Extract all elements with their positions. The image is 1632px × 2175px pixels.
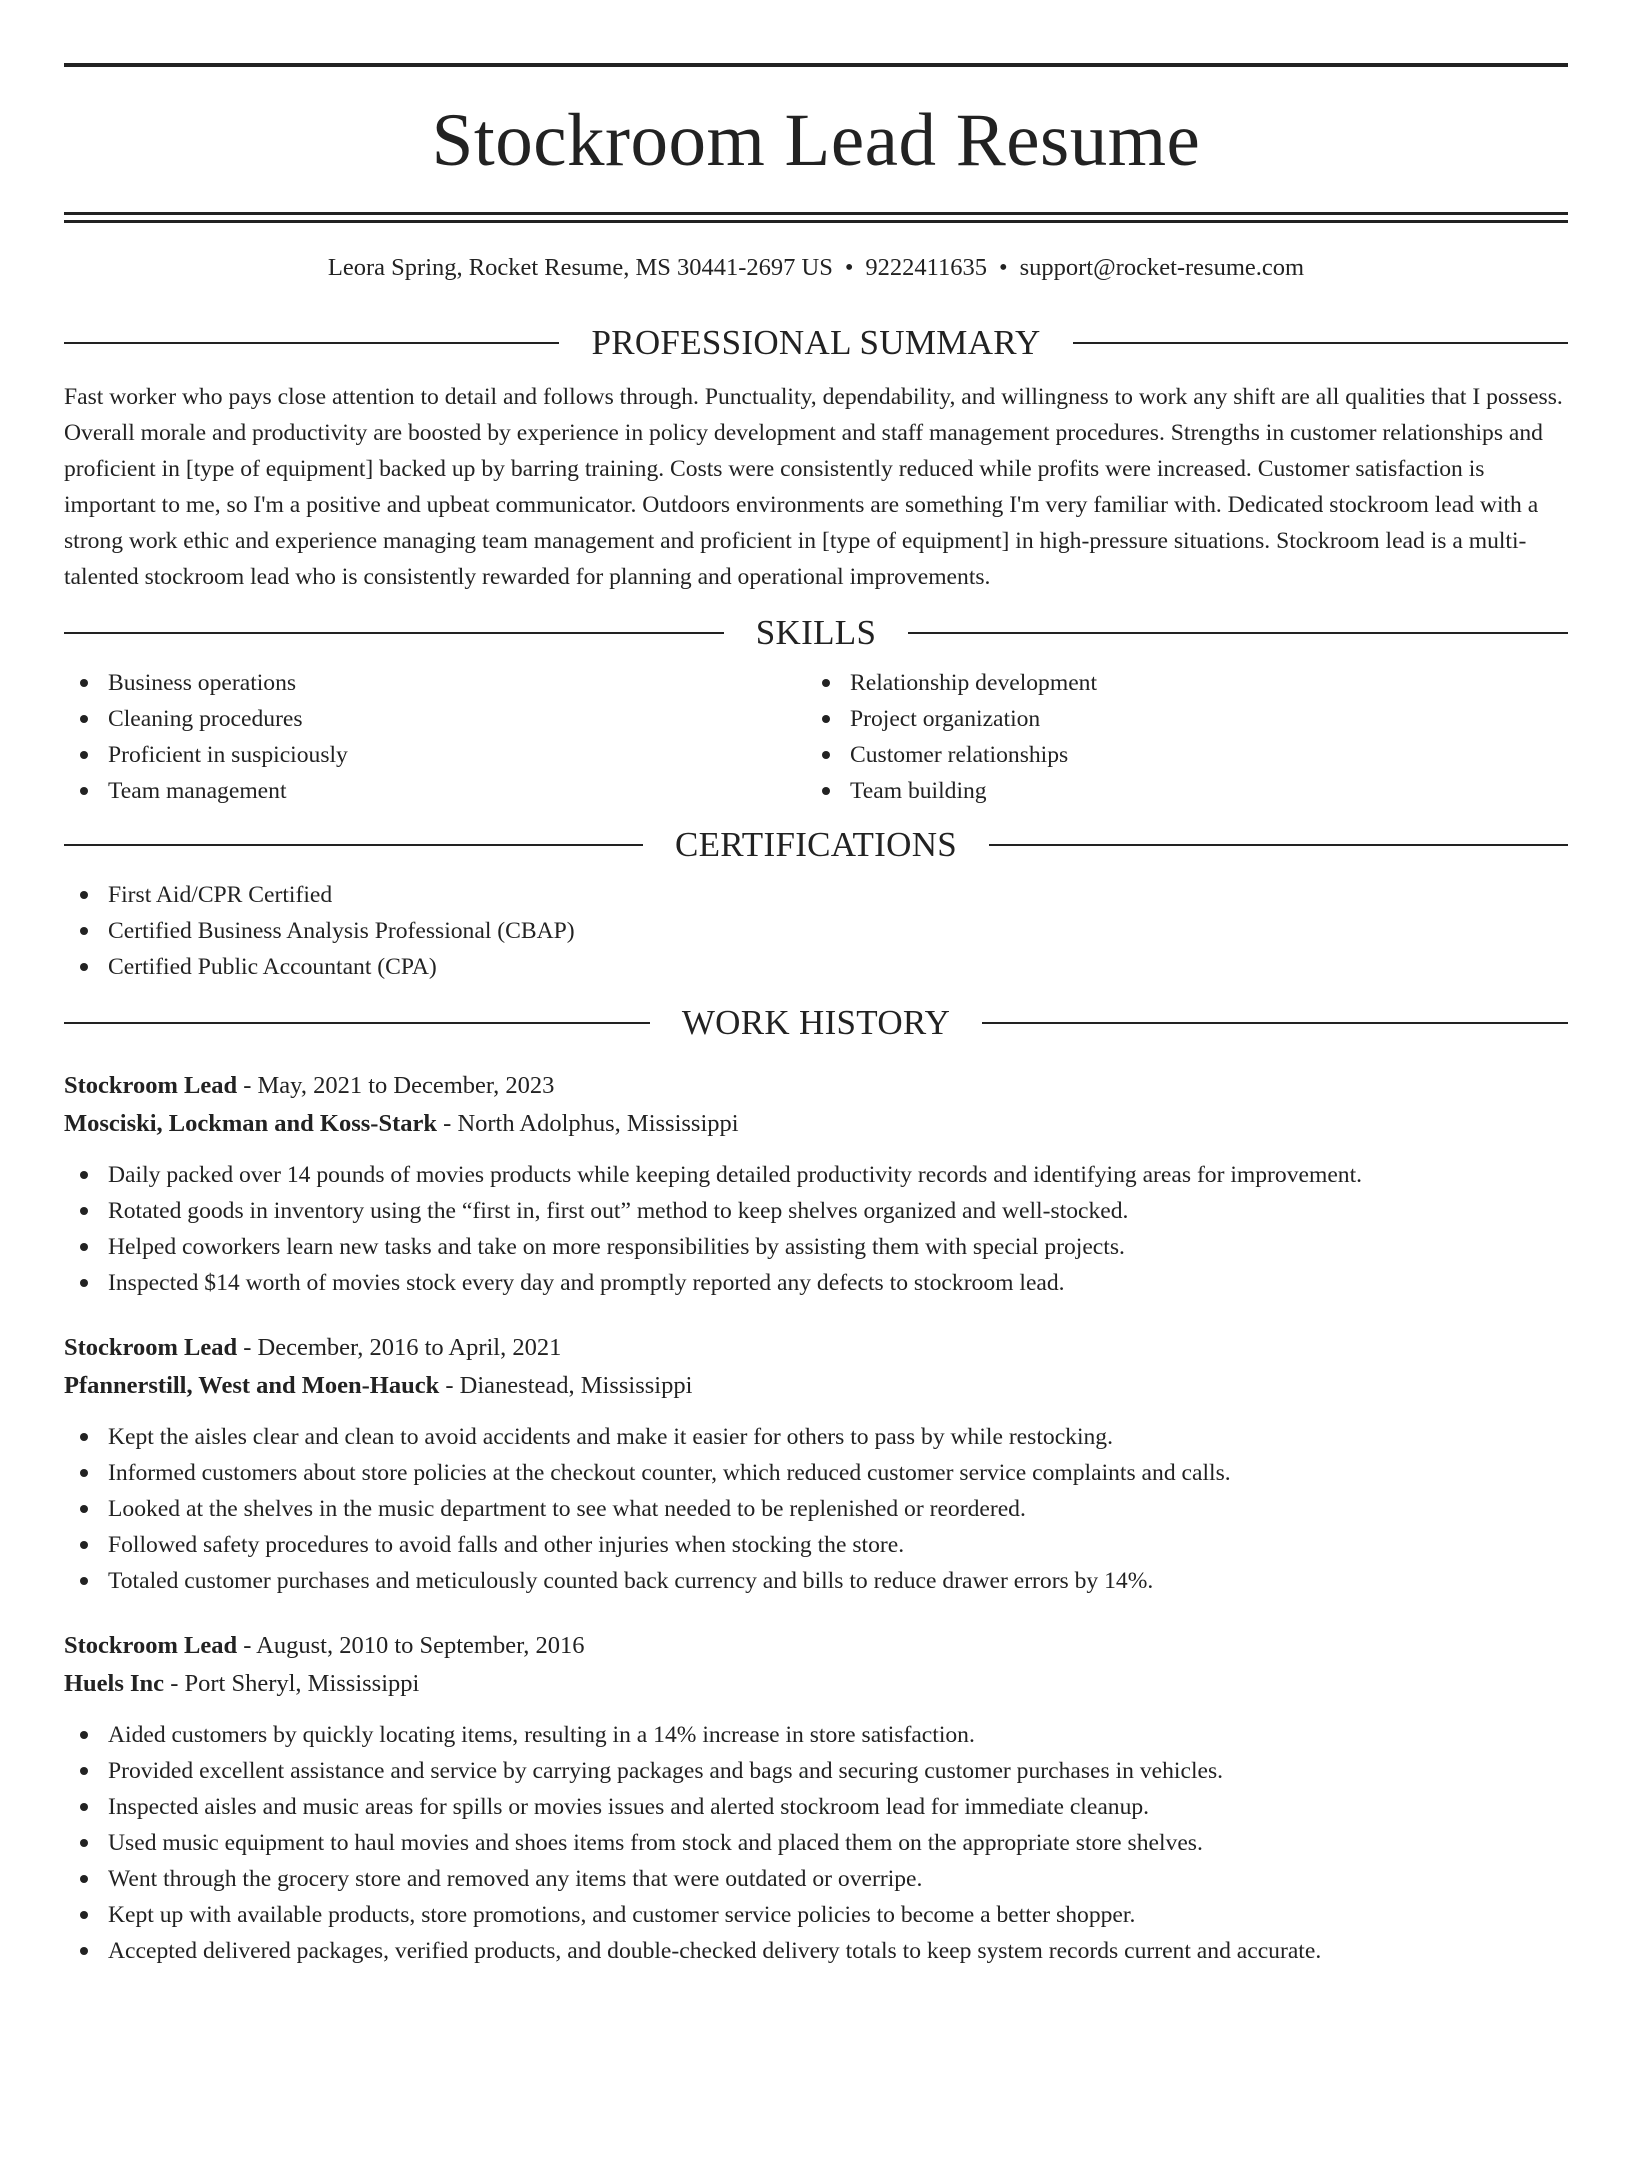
bullet-dot [80,751,88,759]
bullet-dot [822,751,830,759]
job-bullet: Kept up with available products, store promotions, and customer service policies to become a better shopper. [64,1897,1568,1933]
skill-item: Relationship development [806,665,1548,701]
contact-line [64,253,1568,283]
heading-rule [64,632,724,634]
job-bullets [64,1157,1568,1301]
job-bullet: Totaled customer purchases and meticulously counted back currency and bills to reduce drawer errors by 14%. [64,1563,1568,1599]
bullet-dot [80,927,88,935]
skill-item: Business operations [64,665,806,701]
bullet-dot [80,679,88,687]
contact-phone: 9222411635 [865,254,988,281]
bullet-dot [80,1207,88,1215]
job-company-line: Mosciski, Lockman and Koss-Stark - North Adolphus, Mississippi [64,1110,739,1137]
job-entry [64,1329,1568,1599]
job-title: Stockroom Lead [64,1072,238,1099]
job-title: Stockroom Lead [64,1632,238,1659]
skills-list-left [64,665,806,809]
bullet-dot [80,1505,88,1513]
job-title-line: Stockroom Lead - December, 2016 to April, 2021 [64,1334,562,1361]
job-location: North Adolphus, Mississippi [457,1110,739,1137]
job-bullet: Helped coworkers learn new tasks and take on more responsibilities by assisting them with special projects. [64,1229,1568,1265]
bullet-dot [80,963,88,971]
contact-email: support@rocket-resume.com [1019,254,1305,281]
bullet-dot [80,1767,88,1775]
job-dates: December, 2016 to April, 2021 [257,1334,562,1361]
skill-item: Proficient in suspiciously [64,737,806,773]
contact-separator: • [999,254,1008,281]
heading-rule [64,1022,650,1024]
job-bullets [64,1419,1568,1599]
section-heading-summary [64,323,1568,363]
skills-list-right [806,665,1548,809]
job-bullets [64,1717,1568,1969]
job-company: Pfannerstill, West and Moen-Hauck [64,1372,440,1399]
bullet-dot [80,1541,88,1549]
bullet-dot [80,1839,88,1847]
resume-page [0,63,1632,2175]
job-location: Port Sheryl, Mississippi [184,1670,420,1697]
bullet-dot [822,715,830,723]
job-dates: May, 2021 to December, 2023 [257,1072,555,1099]
job-entry [64,1627,1568,1969]
job-bullet: Aided customers by quickly locating items, resulting in a 14% increase in store satisfaction. [64,1717,1568,1753]
heading-rule [989,844,1568,846]
job-title: Stockroom Lead [64,1334,238,1361]
heading-rule [64,342,559,344]
job-company-line: Huels Inc - Port Sheryl, Mississippi [64,1670,420,1697]
job-title-line: Stockroom Lead - May, 2021 to December, 2023 [64,1072,555,1099]
job-bullet: Informed customers about store policies at the checkout counter, which reduced customer service complaints and calls. [64,1455,1568,1491]
job-bullet: Accepted delivered packages, verified products, and double-checked delivery totals to keep system records current and accurate. [64,1933,1568,1969]
title-double-rule [64,212,1568,223]
bullet-dot [80,1875,88,1883]
heading-rule [908,632,1568,634]
certification-item: Certified Public Accountant (CPA) [64,949,1568,985]
job-dates: August, 2010 to September, 2016 [256,1632,585,1659]
bullet-dot [822,787,830,795]
contact-address: Leora Spring, Rocket Resume, MS 30441-2697 US [327,254,833,281]
bullet-dot [80,1433,88,1441]
skill-item: Customer relationships [806,737,1548,773]
job-bullet: Used music equipment to haul movies and shoes items from stock and placed them on the appropriate store shelves. [64,1825,1568,1861]
bullet-dot [80,1279,88,1287]
bullet-dot [80,891,88,899]
job-bullet: Rotated goods in inventory using the “first in, first out” method to keep shelves organized and well-stocked. [64,1193,1568,1229]
summary-text: Fast worker who pays close attention to detail and follows through. Punctuality, dependability, and willingness to work any shift are all qualities that I possess. Overall morale and productivity are boosted by experience in policy development and staff management procedures. Strengths in customer relationships and proficient in [type of equipment] backed up by barring training. Costs were consistently reduced while profits were increased. Customer satisfaction is important to me, so I'm a positive and upbeat communicator. Outdoors environments are something I'm very familiar with. Dedicated stockroom lead with a strong work ethic and experience managing team management and proficient in [type of equipment] in high-pressure situations. Stockroom lead is a multi-talented stockroom lead who is consistently rewarded for planning and operational improvements. [64,384,1563,590]
job-bullet: Followed safety procedures to avoid falls and other injuries when stocking the store. [64,1527,1568,1563]
job-company-line: Pfannerstill, West and Moen-Hauck - Dianestead, Mississippi [64,1372,693,1399]
bullet-dot [80,715,88,723]
bullet-dot [80,1803,88,1811]
heading-rule [1073,342,1568,344]
job-bullet: Daily packed over 14 pounds of movies products while keeping detailed productivity records and identifying areas for improvement. [64,1157,1568,1193]
job-bullet: Looked at the shelves in the music department to see what needed to be replenished or reordered. [64,1491,1568,1527]
bullet-dot [80,1243,88,1251]
top-rule [64,63,1568,67]
job-title-line: Stockroom Lead - August, 2010 to September, 2016 [64,1632,585,1659]
section-title: SKILLS [755,613,877,652]
bullet-dot [822,679,830,687]
skill-item: Team management [64,773,806,809]
bullet-dot [80,1171,88,1179]
certifications-list [64,877,1568,985]
job-bullet: Went through the grocery store and removed any items that were outdated or overripe. [64,1861,1568,1897]
page-title: Stockroom Lead Resume [431,99,1201,182]
section-heading-certifications [64,825,1568,865]
job-company: Huels Inc [64,1670,165,1697]
bullet-dot [80,1469,88,1477]
section-heading-skills [64,613,1568,653]
heading-rule [982,1022,1568,1024]
bullet-dot [80,1731,88,1739]
section-title: CERTIFICATIONS [674,825,958,864]
job-bullet: Inspected $14 worth of movies stock every day and promptly reported any defects to stockroom lead. [64,1265,1568,1301]
job-company: Mosciski, Lockman and Koss-Stark [64,1110,438,1137]
skill-item: Team building [806,773,1548,809]
skill-item: Cleaning procedures [64,701,806,737]
section-title: PROFESSIONAL SUMMARY [591,323,1041,362]
bullet-dot [80,787,88,795]
skills-grid [64,665,1568,809]
bullet-dot [80,1577,88,1585]
section-heading-work-history [64,1003,1568,1043]
section-title: WORK HISTORY [681,1003,951,1042]
bullet-dot [80,1947,88,1955]
job-bullet: Inspected aisles and music areas for spills or movies issues and alerted stockroom lead for immediate cleanup. [64,1789,1568,1825]
certification-item: Certified Business Analysis Professional (CBAP) [64,913,1568,949]
job-entry [64,1067,1568,1301]
heading-rule [64,844,643,846]
bullet-dot [80,1911,88,1919]
job-bullet: Provided excellent assistance and service by carrying packages and bags and securing customer purchases in vehicles. [64,1753,1568,1789]
skill-item: Project organization [806,701,1548,737]
job-bullet: Kept the aisles clear and clean to avoid accidents and make it easier for others to pass by while restocking. [64,1419,1568,1455]
certification-item: First Aid/CPR Certified [64,877,1568,913]
job-location: Dianestead, Mississippi [459,1372,693,1399]
contact-separator: • [844,254,854,281]
